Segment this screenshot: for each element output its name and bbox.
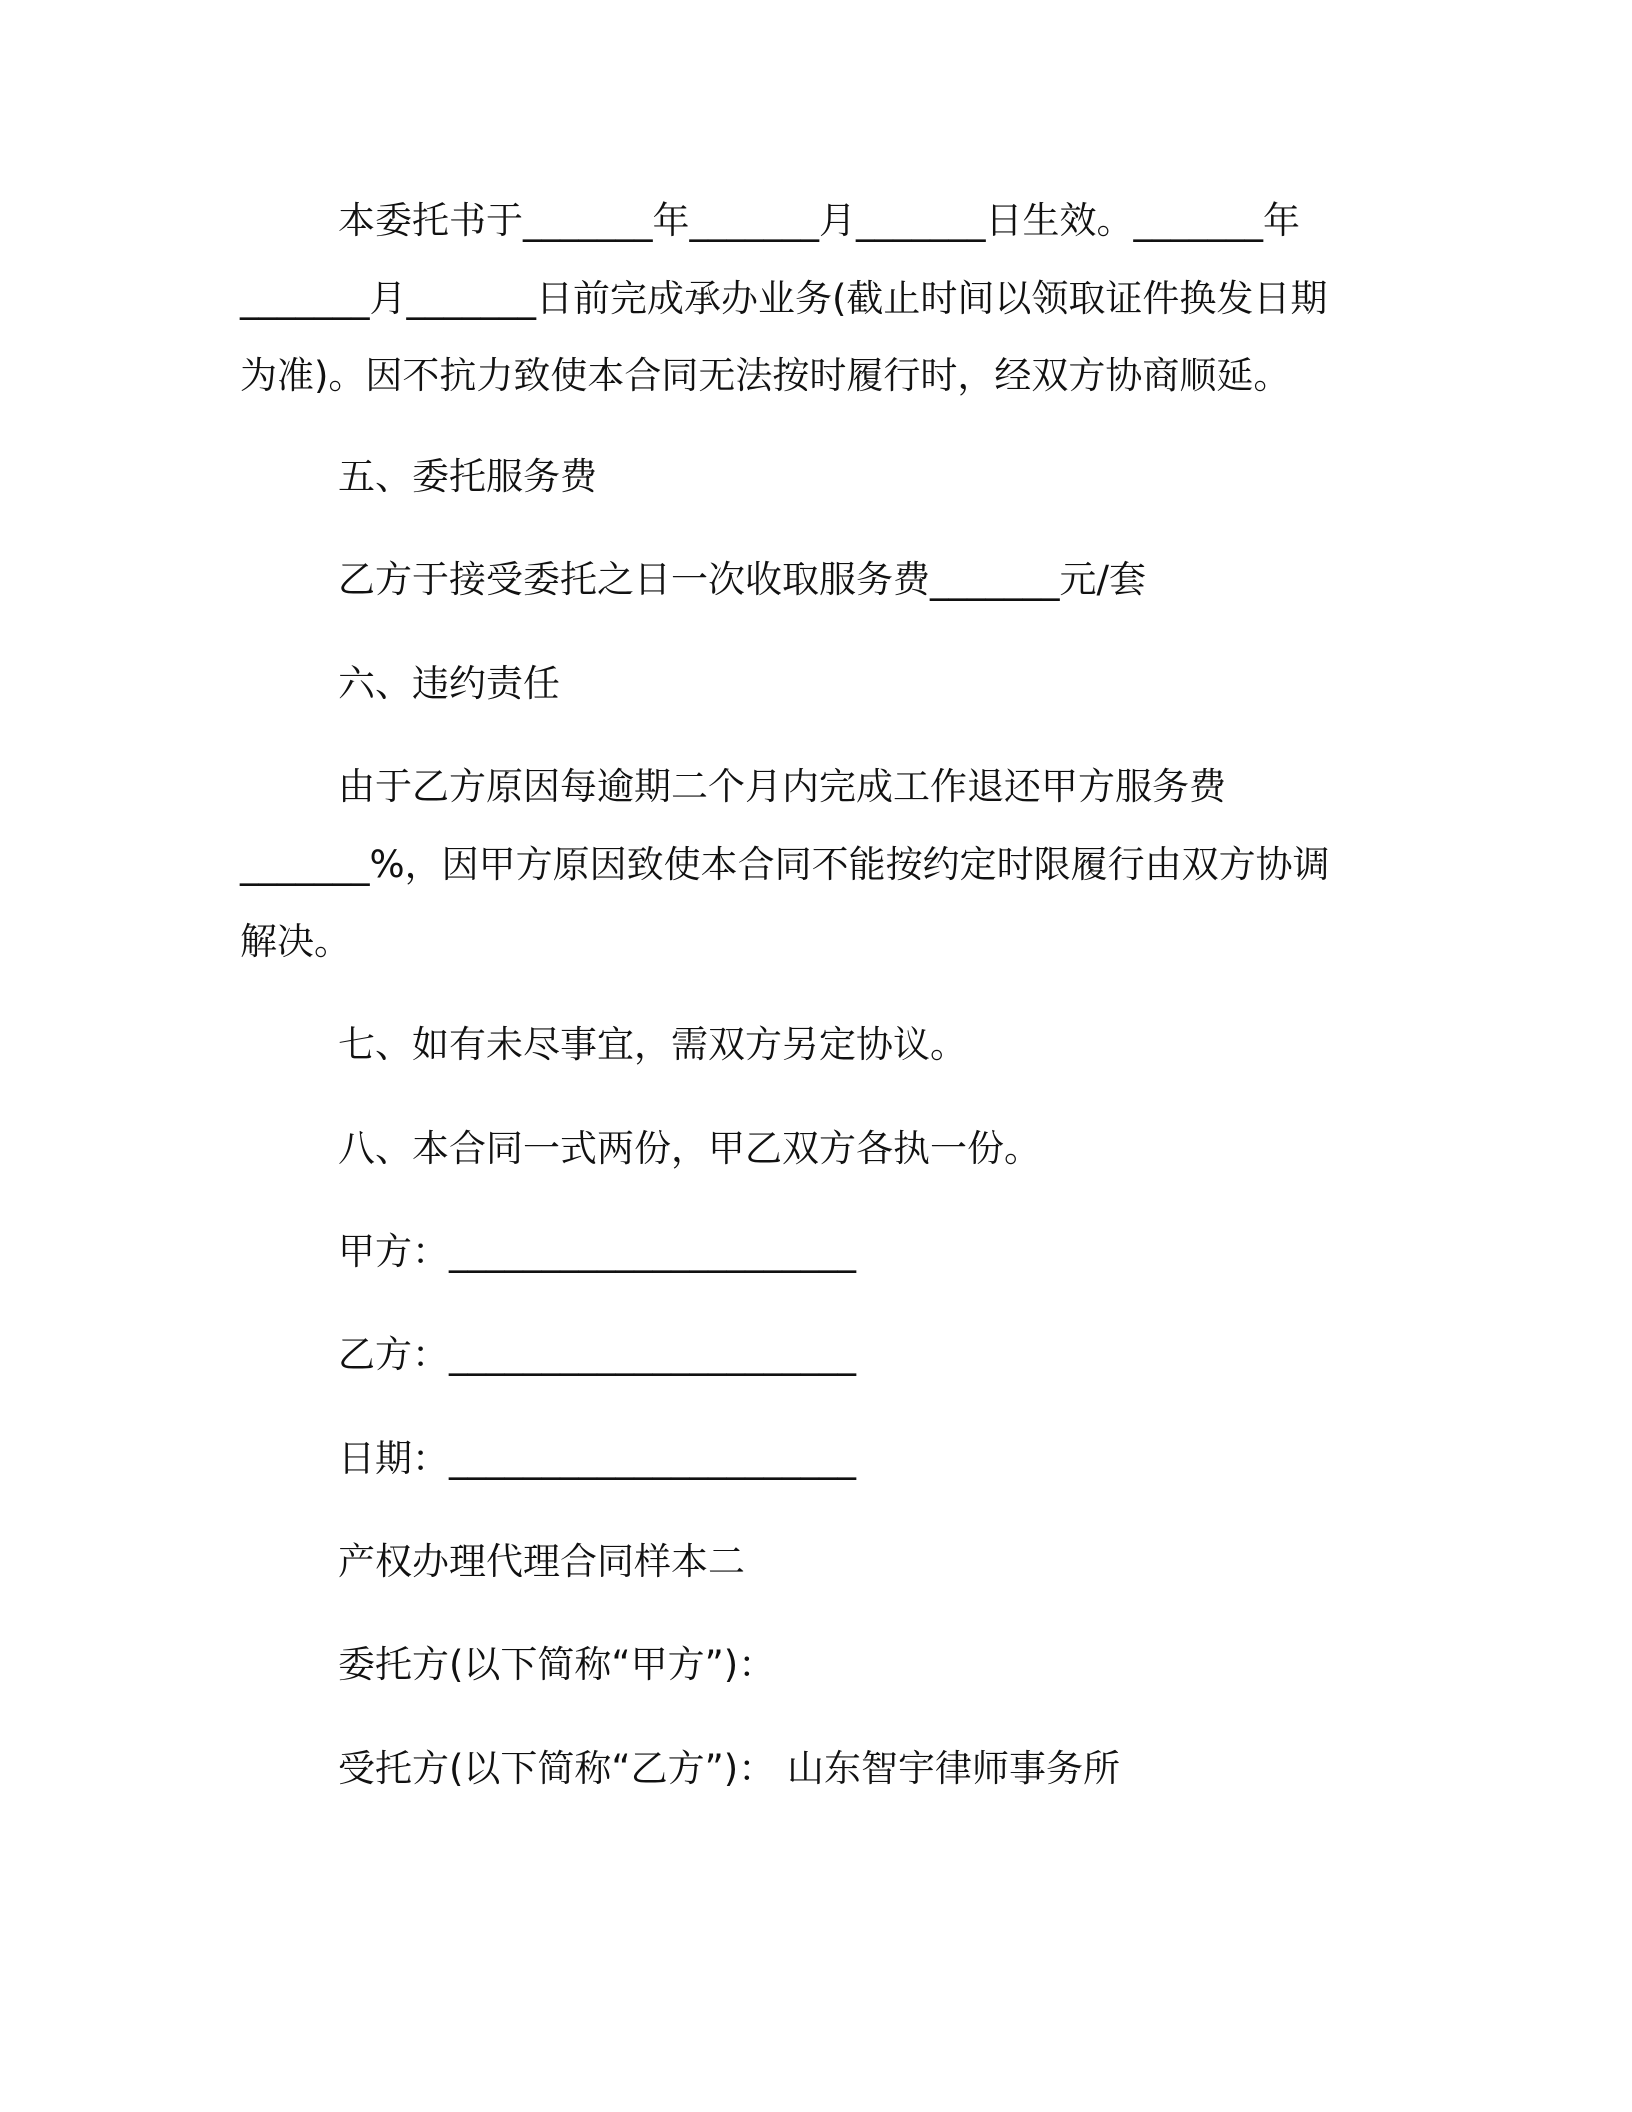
client-party-line: 委托方(以下简称“甲方”)： xyxy=(338,1643,776,1686)
service-fee-line: 乙方于接受委托之日一次收取服务费_______元/套 xyxy=(338,558,1146,601)
agent-party-line: 受托方(以下简称“乙方”)： 山东智宇律师事务所 xyxy=(338,1747,1120,1790)
section-heading-fee: 五、委托服务费 xyxy=(338,455,597,498)
sample-two-title: 产权办理代理合同样本二 xyxy=(338,1540,745,1583)
section-heading-liability: 六、违约责任 xyxy=(338,662,560,705)
force-majeure-line: 为准)。因不抗力致使本合同无法按时履行时，经双方协商顺延。 xyxy=(240,354,1291,397)
liability-line-2: _______%，因甲方原因致使本合同不能按约定时限履行由双方协调 xyxy=(240,843,1330,886)
clause-eight: 八、本合同一式两份，甲乙双方各执一份。 xyxy=(338,1127,1041,1170)
party-a-signature: 甲方：______________________ xyxy=(338,1230,856,1273)
date-signature: 日期：______________________ xyxy=(338,1437,856,1480)
effective-date-line: 本委托书于_______年_______月_______日生效。_______年 xyxy=(338,199,1300,242)
liability-line-1: 由于乙方原因每逾期二个月内完成工作退还甲方服务费 xyxy=(338,765,1226,808)
clause-seven: 七、如有未尽事宜，需双方另定协议。 xyxy=(338,1023,967,1066)
completion-date-line: _______月_______日前完成承办业务(截止时间以领取证件换发日期 xyxy=(240,277,1328,320)
party-b-signature: 乙方：______________________ xyxy=(338,1333,856,1376)
liability-line-3: 解决。 xyxy=(240,920,351,963)
